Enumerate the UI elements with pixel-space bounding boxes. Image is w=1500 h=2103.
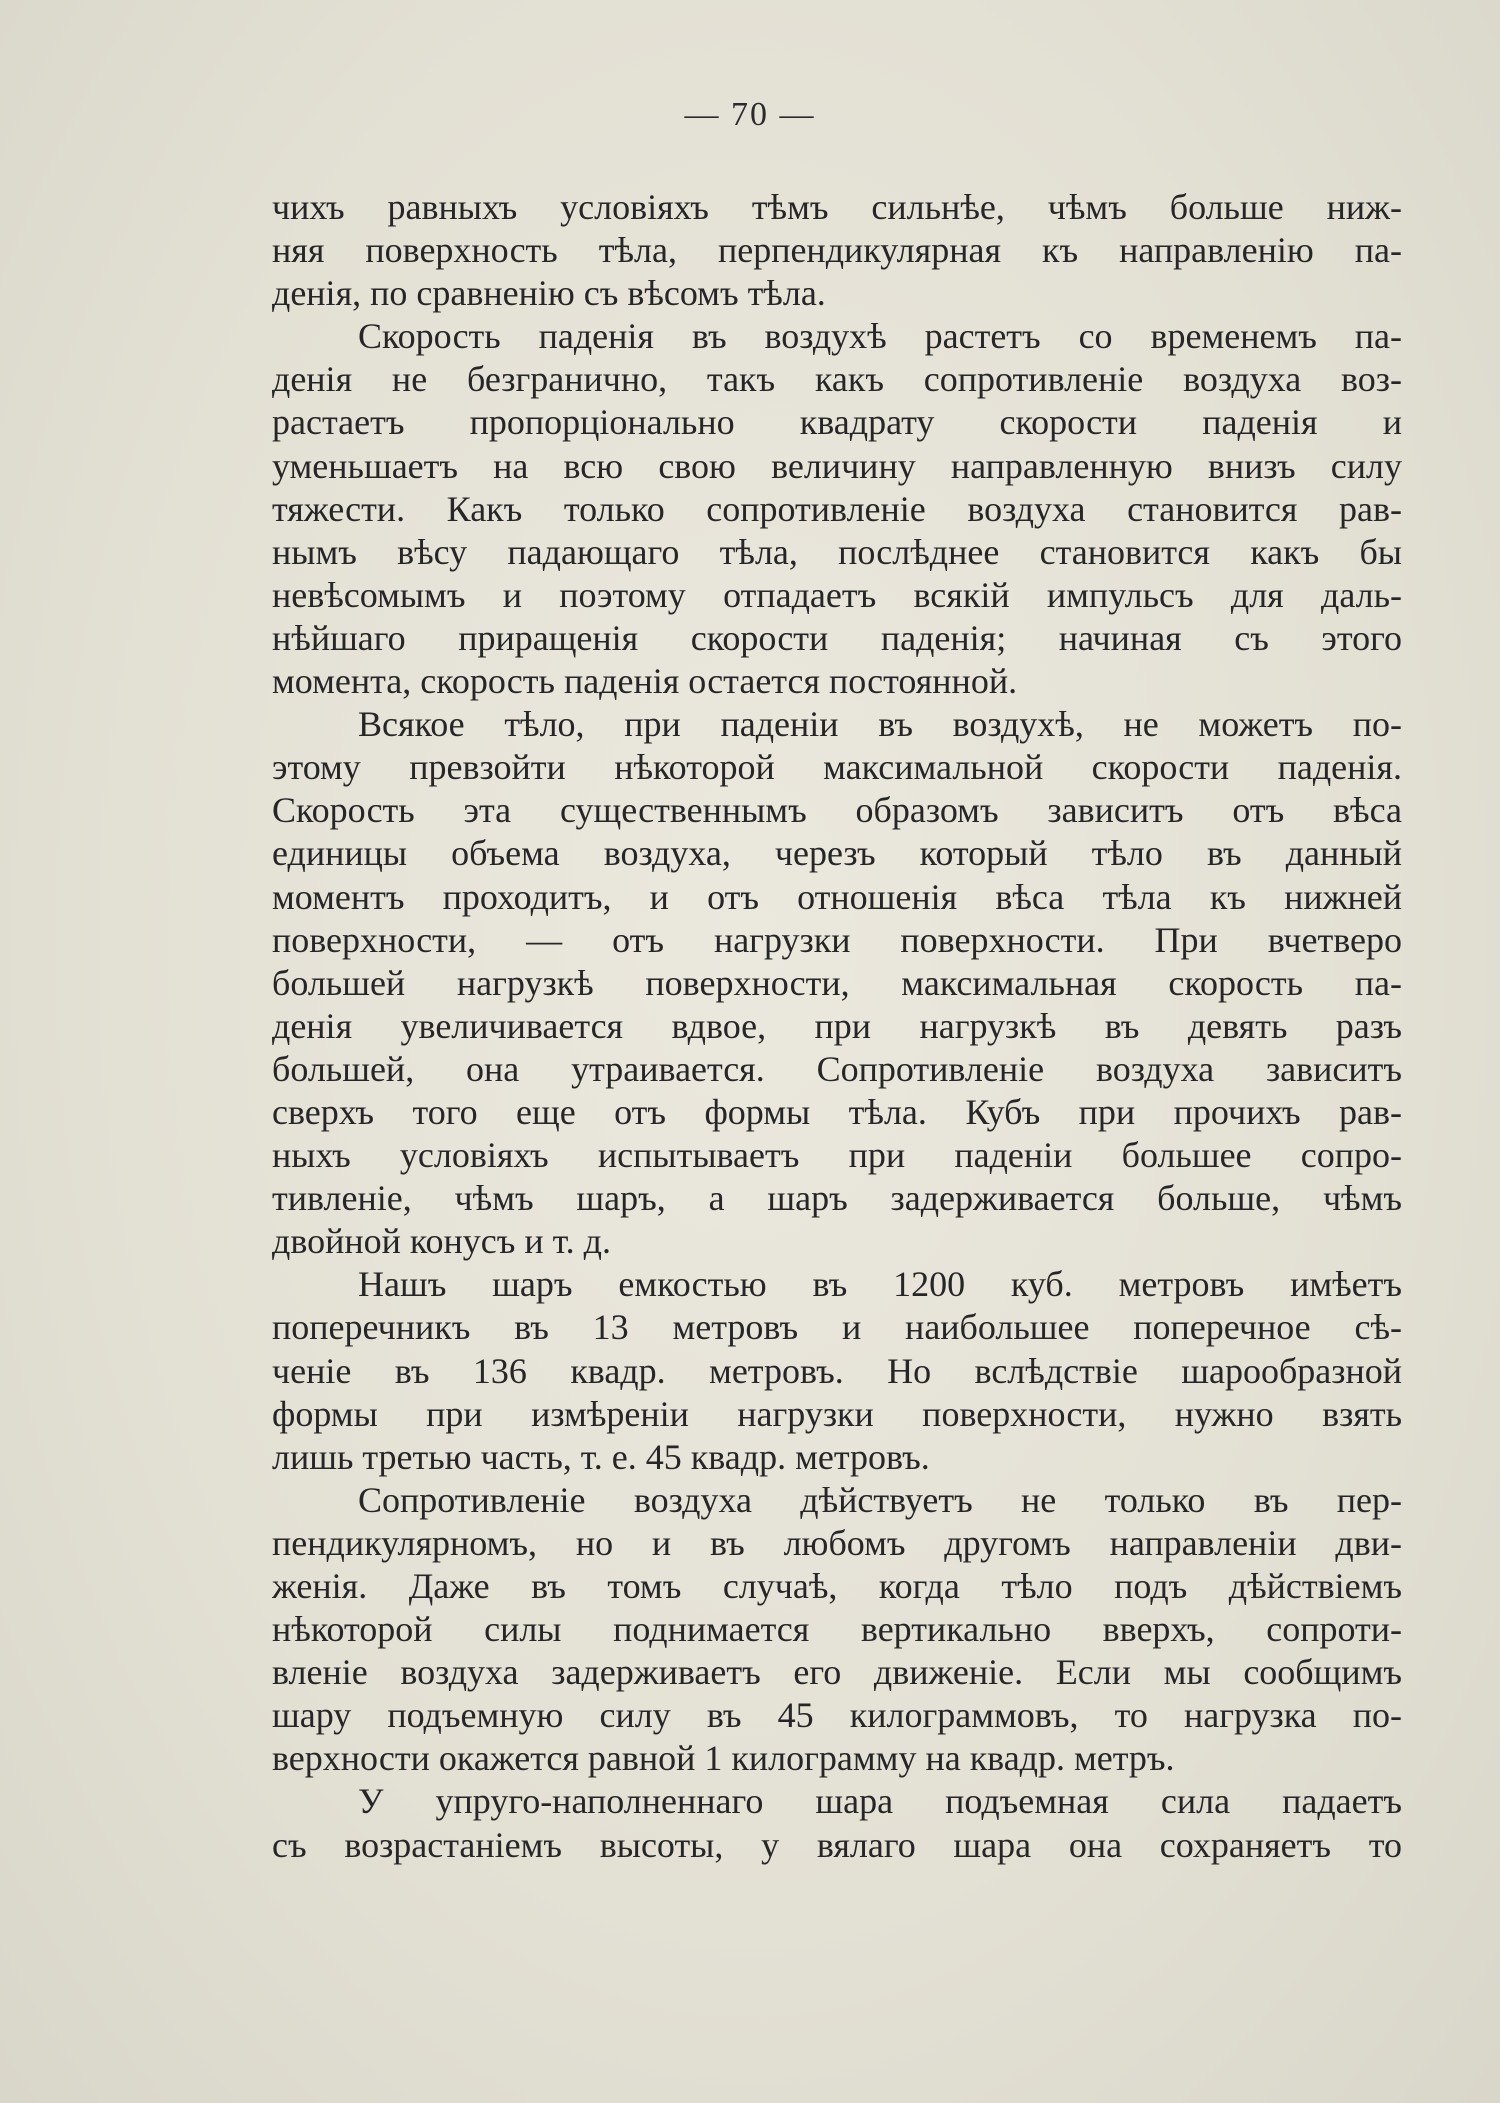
text-line: Сопротивленiе воздуха дѣйствуетъ не только въ пер- [358,1479,1402,1520]
text-line: тивленiе, чѣмъ шаръ, а шаръ задерживается больше, чѣмъ [272,1178,1402,1219]
paragraph [272,1479,1402,1781]
text-line: нѣкоторой силы поднимается вертикально вверхъ, сопроти- [272,1609,1402,1650]
text-line: денiя увеличивается вдвое, при нагрузкѣ въ девять разъ [272,1005,1402,1046]
page-number: — 70 — [684,96,816,133]
text-line: денiя не безгранично, такъ какъ сопротивленiе воздуха воз- [272,359,1402,400]
paragraph [272,315,1402,703]
text-line: Скорость эта существеннымъ образомъ зависитъ отъ вѣса [272,790,1402,831]
text-line: большей нагрузкѣ поверхности, максимальная скорость па- [272,962,1402,1003]
text-line: растаетъ пропорцiонально квадрату скорости паденiя и [272,402,1402,443]
text-line: ныхъ условiяхъ испытываетъ при паденiи большее сопро- [272,1135,1402,1176]
text-line: няя поверхность тѣла, перпендикулярная къ направленiю па- [272,230,1402,271]
text-line: вленiе воздуха задерживаетъ его движенiе. Если мы сообщимъ [272,1652,1402,1693]
text-line: уменьшаетъ на всю свою величину направленную внизъ силу [272,445,1402,486]
paragraph [272,1780,1402,1866]
text-line: шару подъемную силу въ 45 килограммовъ, то нагрузка по- [272,1695,1402,1736]
text-line: Нашъ шаръ емкостью въ 1200 куб. метровъ имѣетъ [358,1264,1402,1305]
text-line: чихъ равныхъ условiяхъ тѣмъ сильнѣе, чѣмъ больше ниж- [272,187,1402,227]
text-line: момента, скорость паденiя остается постоянной. [272,661,1018,702]
text-line: формы при измѣренiи нагрузки поверхности, нужно взять [272,1393,1402,1434]
text-line: этому превзойти нѣкоторой максимальной скорости паденiя. [272,747,1402,788]
text-line: женiя. Даже въ томъ случаѣ, когда тѣло подъ дѣйствiемъ [272,1566,1402,1606]
paragraph [272,186,1402,315]
text-line: ченiе въ 136 квадр. метровъ. Но вслѣдствiе шарообразной [272,1350,1402,1391]
text-line: поперечникъ въ 13 метровъ и наибольшее поперечное сѣ- [272,1307,1402,1348]
text-line: Всякое тѣло, при паденiи въ воздухѣ, не можетъ по- [358,704,1402,745]
text-line: съ возрастанiемъ высоты, у вялаго шара она сохраняетъ то [272,1824,1402,1865]
text-line: тяжести. Какъ только сопротивленiе воздуха становится рав- [272,488,1402,529]
text-line: нѣйшаго приращенiя скорости паденiя; начиная съ этого [272,617,1402,658]
text-line: моментъ проходитъ, и отъ отношенiя вѣса тѣла къ нижней [272,876,1402,917]
text-line: нымъ вѣсу падающаго тѣла, послѣднее становится какъ бы [272,531,1402,572]
text-line: пендикулярномъ, но и въ любомъ другомъ направленiи дви- [272,1522,1402,1563]
paragraph [272,1263,1402,1478]
text-line: единицы объема воздуха, черезъ который тѣло въ данный [272,833,1402,874]
text-line: денiя, по сравненiю съ вѣсомъ тѣла. [272,273,826,314]
text-line: верхности окажется равной 1 килограмму на квадр. метръ. [272,1738,1175,1779]
paragraph [272,703,1402,1263]
text-line: двойной конусъ и т. д. [272,1221,611,1262]
text-line: поверхности, — отъ нагрузки поверхности. При вчетверо [272,919,1402,960]
text-line: большей, она утраивается. Сопротивленiе воздуха зависитъ [272,1048,1402,1089]
text-line: сверхъ того еще отъ формы тѣла. Кубъ при прочихъ рав- [272,1091,1402,1132]
text-line: лишь третью часть, т. е. 45 квадр. метровъ. [272,1436,930,1477]
text-line: невѣсомымъ и поэтому отпадаетъ всякiй импульсъ для даль- [272,574,1402,615]
text-line: У упруго-наполненнаго шара подъемная сила падаетъ [358,1781,1402,1822]
body-text [272,186,1402,1867]
text-line: Скорость паденiя въ воздухѣ растетъ со временемъ па- [358,316,1402,357]
